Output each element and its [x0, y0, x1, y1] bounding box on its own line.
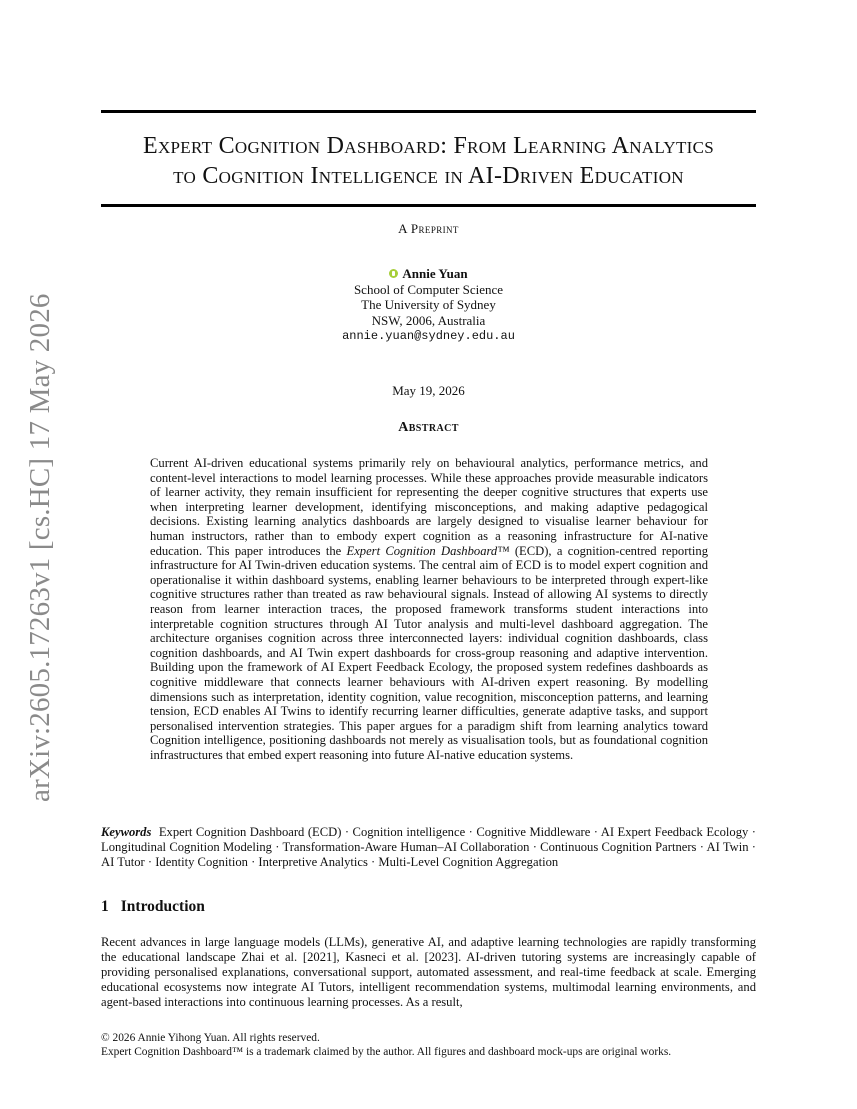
orcid-icon[interactable]: [389, 269, 398, 278]
trademark-symbol: ™: [497, 543, 510, 558]
paper-title: [101, 131, 756, 191]
author-affiliation-school: School of Computer Science: [353, 281, 504, 297]
copyright-notice: © 2026 Annie Yihong Yuan. All rights reserved.: [101, 1032, 320, 1044]
introduction-paragraph: Recent advances in large language models (LLMs), generative AI, and adaptive learning technologies are rapidly transforming the educational landscape Zhai et al. [2021], Kasneci et al. [2023]. AI-driven tutoring systems are increasingly capable of providing personalised explanations, conversational support, automated assessment, and real-time feedback at scale. Emerging educational ecosystems now integrate AI Tutors, intelligent recommendation systems, multimodal learning environments, and agent-based interactions into continuous learning processes. As a result,: [101, 935, 756, 1009]
title-bottom-rule: [101, 204, 756, 207]
keywords-block: [101, 825, 756, 870]
section-heading: [101, 898, 205, 916]
footnote-block: [101, 1031, 756, 1059]
preprint-label: A Preprint: [398, 221, 459, 236]
paper-title-line-1: Expert Cognition Dashboard: From Learning Analytics: [143, 133, 714, 159]
paper-date: May 19, 2026: [392, 383, 465, 398]
arxiv-side-stamp: arXiv:2605.17263v1 [cs.HC] 17 May 2026: [24, 293, 56, 802]
abstract-text-part-2: (ECD), a cognition-centred reporting infrastructure for AI Twin-driven education systems. The central aim of ECD is to model expert cognition and operationalise it within dashboard systems, enabling learner behaviours to be interpreted through expert-like cognitive structures rather than treated as raw behavioural signals. Instead of allowing AI systems to directly reason from learner interaction traces, the proposed framework transforms student interactions into interpretable cognition structures through AI Tutor analysis and multi-level dashboard aggregation. The architecture organises cognition across three interconnected layers: individual cognition dashboards, class cognition dashboards, and AI Twin expert dashboards for cross-group reasoning and adaptive intervention. Building upon the framework of AI Expert Feedback Ecology, the proposed system redefines dashboards as cognitive middleware that connects learner behaviours with AI-driven expert reasoning. By modelling dimensions such as interpretation, identity cognition, value recognition, misconception patterns, and learning tension, ECD enables AI Twins to identify recurring learner difficulties, generate adaptive tasks, and support personalised intervention strategies. This paper argues for a paradigm shift from learning analytics toward Cognition intelligence, positioning dashboards not merely as visualisation tools, but as foundational cognition infrastructures that embed expert reasoning into future AI-native education systems.: [150, 543, 709, 762]
abstract-emphasis: Expert Cognition Dashboard: [346, 543, 498, 558]
trademark-notice: Expert Cognition Dashboard™ is a trademark claimed by the author. All figures and dashboard mock-ups are original works.: [101, 1046, 672, 1058]
abstract-text-part-1: Current AI-driven educational systems primarily rely on behavioural analytics, performance metrics, and content-level interactions to model learning processes. While these approaches provide measurable indicators of learner activity, they remain insufficient for representing the deeper cognitive structures that experts use when interpreting learner development, identifying misconceptions, and making adaptive pedagogical decisions. Existing learning analytics dashboards are largely designed to visualise learner behaviour for human instructors, rather than to embody expert cognition as a reasoning infrastructure for AI-native education. This paper introduces the: [150, 456, 708, 558]
abstract-heading: Abstract: [398, 420, 459, 435]
author-address: NSW, 2006, Australia: [371, 313, 486, 329]
section-number: 1: [101, 898, 109, 915]
paper-title-line-2: to Cognition Intelligence in AI-Driven Education: [173, 163, 684, 189]
keywords-text: Expert Cognition Dashboard (ECD) · Cognition intelligence · Cognitive Middleware · AI Expert Feedback Ecology · Longitudinal Cognition Modeling · Transformation-Aware Human–AI Collaboration · Continuous Cognition Partners · AI Twin · AI Tutor · Identity Cognition · Interpretive Analytics · Multi-Level Cognition Aggregation: [101, 825, 756, 869]
section-title: Introduction: [120, 898, 205, 915]
author-email[interactable]: annie.yuan@sydney.edu.au: [342, 328, 515, 343]
author-name: Annie Yuan: [402, 266, 468, 281]
title-top-rule: [101, 110, 756, 113]
author-name-row: [389, 266, 467, 282]
abstract-body: [150, 456, 708, 762]
keywords-label: Keywords: [101, 825, 152, 839]
author-affiliation-university: The University of Sydney: [361, 297, 496, 313]
author-block: [101, 266, 756, 344]
